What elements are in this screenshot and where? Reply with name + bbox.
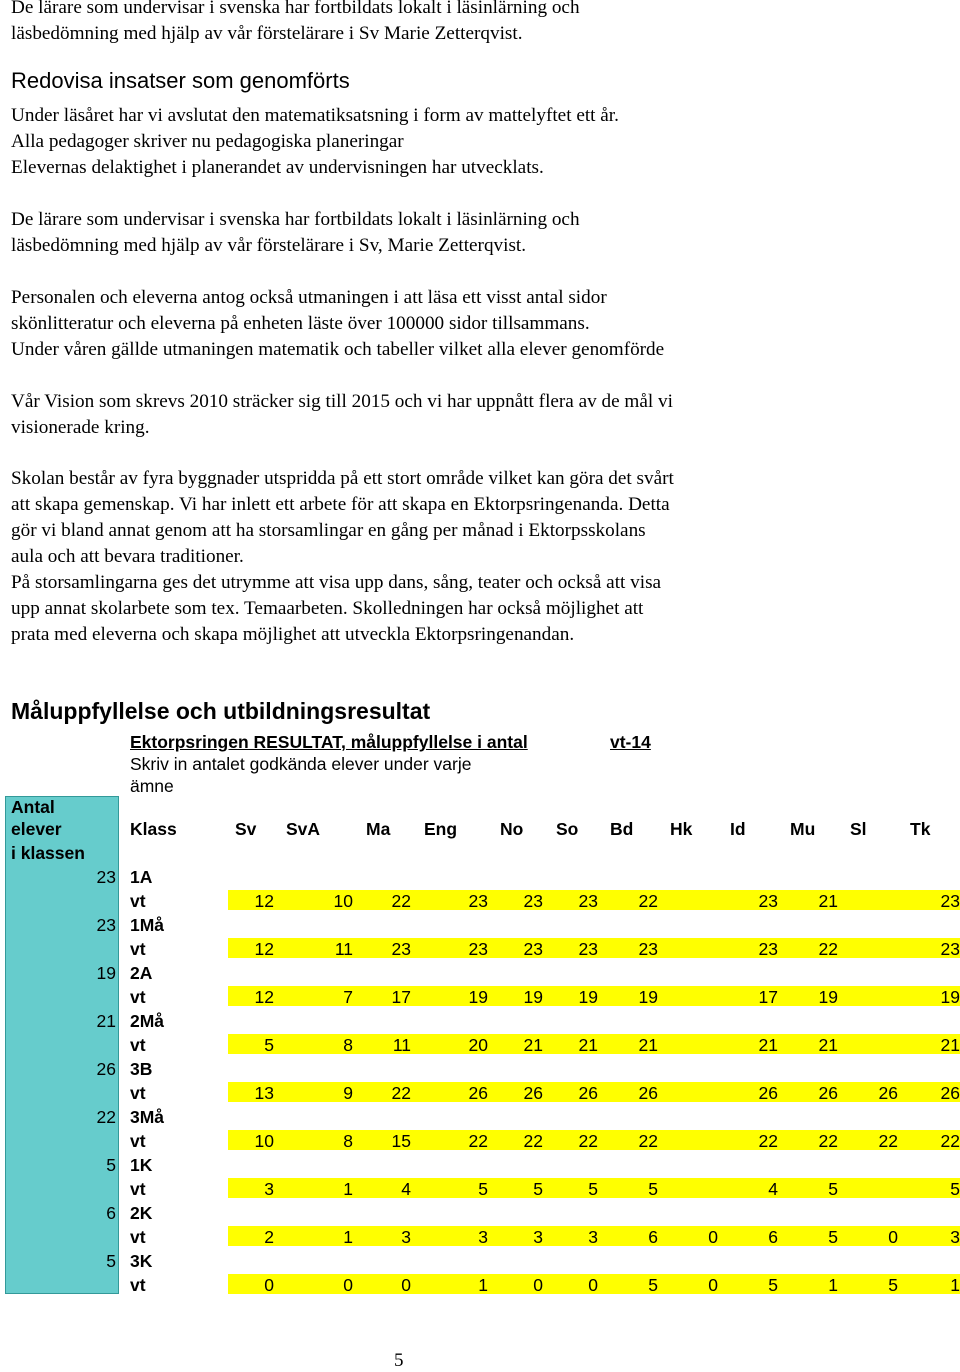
cell-value-eng: 26 bbox=[468, 1083, 488, 1103]
cell-value-eng: 23 bbox=[468, 939, 488, 959]
cell-value-eng: 23 bbox=[468, 891, 488, 911]
cell-value-mu: 26 bbox=[818, 1083, 838, 1103]
column-header-ma: Ma bbox=[366, 819, 391, 839]
class-count: 5 bbox=[106, 1251, 116, 1271]
text-line: Vår Vision som skrevs 2010 sträcker sig till 2015 och vi har uppnått flera av de mål vi bbox=[11, 391, 673, 412]
term-label: vt bbox=[130, 1131, 146, 1151]
text-line: visionerade kring. bbox=[11, 417, 150, 438]
column-header-eng: Eng bbox=[424, 819, 458, 839]
text-line: prata med eleverna och skapa möjlighet att utveckla Ektorpsringenandan. bbox=[11, 624, 575, 645]
cell-value-no: 19 bbox=[523, 987, 543, 1007]
text-line: Under våren gällde utmaningen matematik och tabeller vilket alla elever genomförde bbox=[11, 339, 665, 360]
cell-value-no: 21 bbox=[523, 1035, 543, 1055]
cell-value-ma: 22 bbox=[391, 891, 411, 911]
cell-value-so: 5 bbox=[588, 1179, 598, 1199]
cell-value-eng: 22 bbox=[468, 1131, 488, 1151]
class-label: 1K bbox=[130, 1155, 153, 1175]
cell-value-id: 23 bbox=[758, 891, 778, 911]
cell-value-no: 23 bbox=[523, 939, 543, 959]
cell-value-mu: 22 bbox=[818, 1131, 838, 1151]
cell-value-so: 0 bbox=[588, 1275, 598, 1295]
cell-value-id: 22 bbox=[758, 1131, 778, 1151]
term-label: vt bbox=[130, 1035, 146, 1055]
term-label: vt bbox=[130, 1275, 146, 1295]
table-title: Ektorpsringen RESULTAT, måluppfyllelse i antal bbox=[130, 732, 528, 752]
cell-value-no: 3 bbox=[533, 1227, 543, 1247]
column-header-id: Id bbox=[730, 819, 746, 839]
term-label: vt bbox=[130, 939, 146, 959]
cell-value-sva: 10 bbox=[333, 891, 353, 911]
section-heading-insatser: Redovisa insatser som genomförts bbox=[11, 68, 350, 93]
cell-value-sva: 9 bbox=[343, 1083, 353, 1103]
column-header-bd: Bd bbox=[610, 819, 634, 839]
cell-value-tk: 23 bbox=[940, 939, 960, 959]
cell-value-hk: 0 bbox=[708, 1227, 718, 1247]
cell-value-id: 26 bbox=[758, 1083, 778, 1103]
cell-value-sv: 0 bbox=[264, 1275, 274, 1295]
class-count: 21 bbox=[96, 1011, 116, 1031]
cell-value-sl: 5 bbox=[888, 1275, 898, 1295]
cell-value-sv: 2 bbox=[264, 1227, 274, 1247]
count-header-line-1: Antal bbox=[11, 797, 55, 817]
cell-value-tk: 22 bbox=[940, 1131, 960, 1151]
cell-value-so: 21 bbox=[578, 1035, 598, 1055]
cell-value-ma: 22 bbox=[391, 1083, 411, 1103]
text-line: att skapa gemenskap. Vi har inlett ett arbete för att skapa en Ektorpsringenanda. Detta bbox=[11, 494, 670, 515]
cell-value-id: 23 bbox=[758, 939, 778, 959]
cell-value-bd: 19 bbox=[638, 987, 658, 1007]
cell-value-eng: 19 bbox=[468, 987, 488, 1007]
cell-value-id: 21 bbox=[758, 1035, 778, 1055]
cell-value-ma: 17 bbox=[391, 987, 411, 1007]
cell-value-ma: 0 bbox=[401, 1275, 411, 1295]
cell-value-tk: 19 bbox=[940, 987, 960, 1007]
cell-value-ma: 23 bbox=[391, 939, 411, 959]
cell-value-no: 0 bbox=[533, 1275, 543, 1295]
cell-value-sva: 8 bbox=[343, 1035, 353, 1055]
cell-value-no: 22 bbox=[523, 1131, 543, 1151]
term-label: vt bbox=[130, 1227, 146, 1247]
cell-value-eng: 3 bbox=[478, 1227, 488, 1247]
cell-value-id: 17 bbox=[758, 987, 778, 1007]
cell-value-sva: 8 bbox=[343, 1131, 353, 1151]
text-line: aula och att bevara traditioner. bbox=[11, 546, 244, 567]
intro-line-1: De lärare som undervisar i svenska har fortbildats lokalt i läsinlärning och bbox=[11, 0, 580, 18]
cell-value-no: 26 bbox=[523, 1083, 543, 1103]
column-header-sv: Sv bbox=[235, 819, 257, 839]
cell-value-ma: 4 bbox=[401, 1179, 411, 1199]
class-count: 19 bbox=[96, 963, 116, 983]
cell-value-sl: 26 bbox=[878, 1083, 898, 1103]
text-line: skönlitteratur och eleverna på enheten läste över 100000 sidor tillsammans. bbox=[11, 313, 590, 334]
cell-value-mu: 5 bbox=[828, 1179, 838, 1199]
term-label: vt bbox=[130, 1179, 146, 1199]
text-line: läsbedömning med hjälp av vår förstelärare i Sv, Marie Zetterqvist. bbox=[11, 235, 527, 256]
cell-value-bd: 22 bbox=[638, 891, 658, 911]
term-label: vt bbox=[130, 987, 146, 1007]
text-line: upp annat skolarbete som tex. Temaarbeten. Skolledningen har också möjlighet att bbox=[11, 598, 644, 619]
cell-value-sv: 10 bbox=[254, 1131, 274, 1151]
table-term: vt-14 bbox=[610, 732, 651, 752]
column-header-no: No bbox=[500, 819, 524, 839]
cell-value-bd: 5 bbox=[648, 1275, 658, 1295]
term-label: vt bbox=[130, 1083, 146, 1103]
cell-value-bd: 26 bbox=[638, 1083, 658, 1103]
text-line: Skolan består av fyra byggnader utspridda på ett stort område vilket kan göra det svårt bbox=[11, 468, 674, 489]
cell-value-no: 23 bbox=[523, 891, 543, 911]
class-label: 3K bbox=[130, 1251, 153, 1271]
cell-value-sv: 5 bbox=[264, 1035, 274, 1055]
count-header-line-3: i klassen bbox=[11, 843, 85, 863]
cell-value-mu: 21 bbox=[818, 891, 838, 911]
cell-value-no: 5 bbox=[533, 1179, 543, 1199]
cell-value-tk: 21 bbox=[940, 1035, 960, 1055]
cell-value-sv: 12 bbox=[254, 891, 274, 911]
table-subtitle-line-2: ämne bbox=[130, 776, 174, 796]
class-label: 2Må bbox=[130, 1011, 165, 1031]
text-line: Alla pedagoger skriver nu pedagogiska planeringar bbox=[11, 131, 404, 152]
cell-value-sva: 1 bbox=[343, 1227, 353, 1247]
cell-value-so: 3 bbox=[588, 1227, 598, 1247]
cell-value-so: 23 bbox=[578, 891, 598, 911]
cell-value-bd: 22 bbox=[638, 1131, 658, 1151]
column-header-hk: Hk bbox=[670, 819, 693, 839]
cell-value-ma: 15 bbox=[391, 1131, 411, 1151]
cell-value-id: 5 bbox=[768, 1275, 778, 1295]
cell-value-sva: 1 bbox=[343, 1179, 353, 1199]
table-subtitle-line-1: Skriv in antalet godkända elever under varje bbox=[130, 754, 472, 774]
cell-value-eng: 20 bbox=[468, 1035, 488, 1055]
cell-value-sva: 7 bbox=[343, 987, 353, 1007]
cell-value-so: 19 bbox=[578, 987, 598, 1007]
column-header-klass: Klass bbox=[130, 819, 177, 839]
cell-value-sl: 0 bbox=[888, 1227, 898, 1247]
cell-value-mu: 19 bbox=[818, 987, 838, 1007]
cell-value-mu: 1 bbox=[828, 1275, 838, 1295]
cell-value-sv: 12 bbox=[254, 987, 274, 1007]
count-header-line-2: elever bbox=[11, 819, 62, 839]
text-line: gör vi bland annat genom att ha storsamlingar en gång per månad i Ektorpsskolans bbox=[11, 520, 646, 541]
class-count: 6 bbox=[106, 1203, 116, 1223]
text-line: De lärare som undervisar i svenska har fortbildats lokalt i läsinlärning och bbox=[11, 209, 580, 230]
cell-value-id: 4 bbox=[768, 1179, 778, 1199]
column-header-sl: Sl bbox=[850, 819, 867, 839]
cell-value-bd: 23 bbox=[638, 939, 658, 959]
page-number: 5 bbox=[394, 1350, 404, 1371]
class-count: 23 bbox=[96, 867, 116, 887]
cell-value-sv: 3 bbox=[264, 1179, 274, 1199]
class-label: 3Må bbox=[130, 1107, 165, 1127]
cell-value-so: 22 bbox=[578, 1131, 598, 1151]
text-line: Elevernas delaktighet i planerandet av undervisningen har utvecklats. bbox=[11, 157, 544, 178]
cell-value-sva: 0 bbox=[343, 1275, 353, 1295]
column-header-tk: Tk bbox=[910, 819, 931, 839]
cell-value-sv: 12 bbox=[254, 939, 274, 959]
cell-value-bd: 6 bbox=[648, 1227, 658, 1247]
cell-value-bd: 5 bbox=[648, 1179, 658, 1199]
cell-value-hk: 0 bbox=[708, 1275, 718, 1295]
cell-value-tk: 23 bbox=[940, 891, 960, 911]
cell-value-ma: 11 bbox=[392, 1035, 411, 1055]
column-header-sva: SvA bbox=[286, 819, 321, 839]
class-count: 26 bbox=[96, 1059, 116, 1079]
cell-value-so: 23 bbox=[578, 939, 598, 959]
cell-value-tk: 3 bbox=[950, 1227, 960, 1247]
class-count: 23 bbox=[96, 915, 116, 935]
class-label: 2A bbox=[130, 963, 153, 983]
term-label: vt bbox=[130, 891, 146, 911]
text-line: På storsamlingarna ges det utrymme att visa upp dans, sång, teater och också att visa bbox=[11, 572, 662, 593]
text-line: Under läsåret har vi avslutat den matematiksatsning i form av mattelyftet ett år. bbox=[11, 105, 619, 126]
section-heading-maluppfyllelse: Måluppfyllelse och utbildningsresultat bbox=[11, 698, 431, 724]
cell-value-eng: 1 bbox=[478, 1275, 488, 1295]
cell-value-sv: 13 bbox=[254, 1083, 274, 1103]
class-label: 3B bbox=[130, 1059, 153, 1079]
column-header-so: So bbox=[556, 819, 579, 839]
cell-value-sl: 22 bbox=[878, 1131, 898, 1151]
intro-line-2: läsbedömning med hjälp av vår förstelärare i Sv Marie Zetterqvist. bbox=[11, 23, 523, 44]
class-label: 2K bbox=[130, 1203, 153, 1223]
cell-value-so: 26 bbox=[578, 1083, 598, 1103]
text-line: Personalen och eleverna antog också utmaningen i att läsa ett visst antal sidor bbox=[11, 287, 607, 308]
class-count: 22 bbox=[96, 1107, 116, 1127]
cell-value-bd: 21 bbox=[638, 1035, 658, 1055]
cell-value-mu: 5 bbox=[828, 1227, 838, 1247]
column-header-mu: Mu bbox=[790, 819, 816, 839]
cell-value-mu: 22 bbox=[818, 939, 838, 959]
class-count: 5 bbox=[106, 1155, 116, 1175]
cell-value-tk: 5 bbox=[950, 1179, 960, 1199]
cell-value-ma: 3 bbox=[401, 1227, 411, 1247]
cell-value-id: 6 bbox=[768, 1227, 778, 1247]
class-label: 1Må bbox=[130, 915, 165, 935]
cell-value-sva: 11 bbox=[334, 939, 353, 959]
cell-value-eng: 5 bbox=[478, 1179, 488, 1199]
cell-value-mu: 21 bbox=[818, 1035, 838, 1055]
cell-value-tk: 1 bbox=[950, 1275, 960, 1295]
cell-value-tk: 26 bbox=[940, 1083, 960, 1103]
class-label: 1A bbox=[130, 867, 153, 887]
